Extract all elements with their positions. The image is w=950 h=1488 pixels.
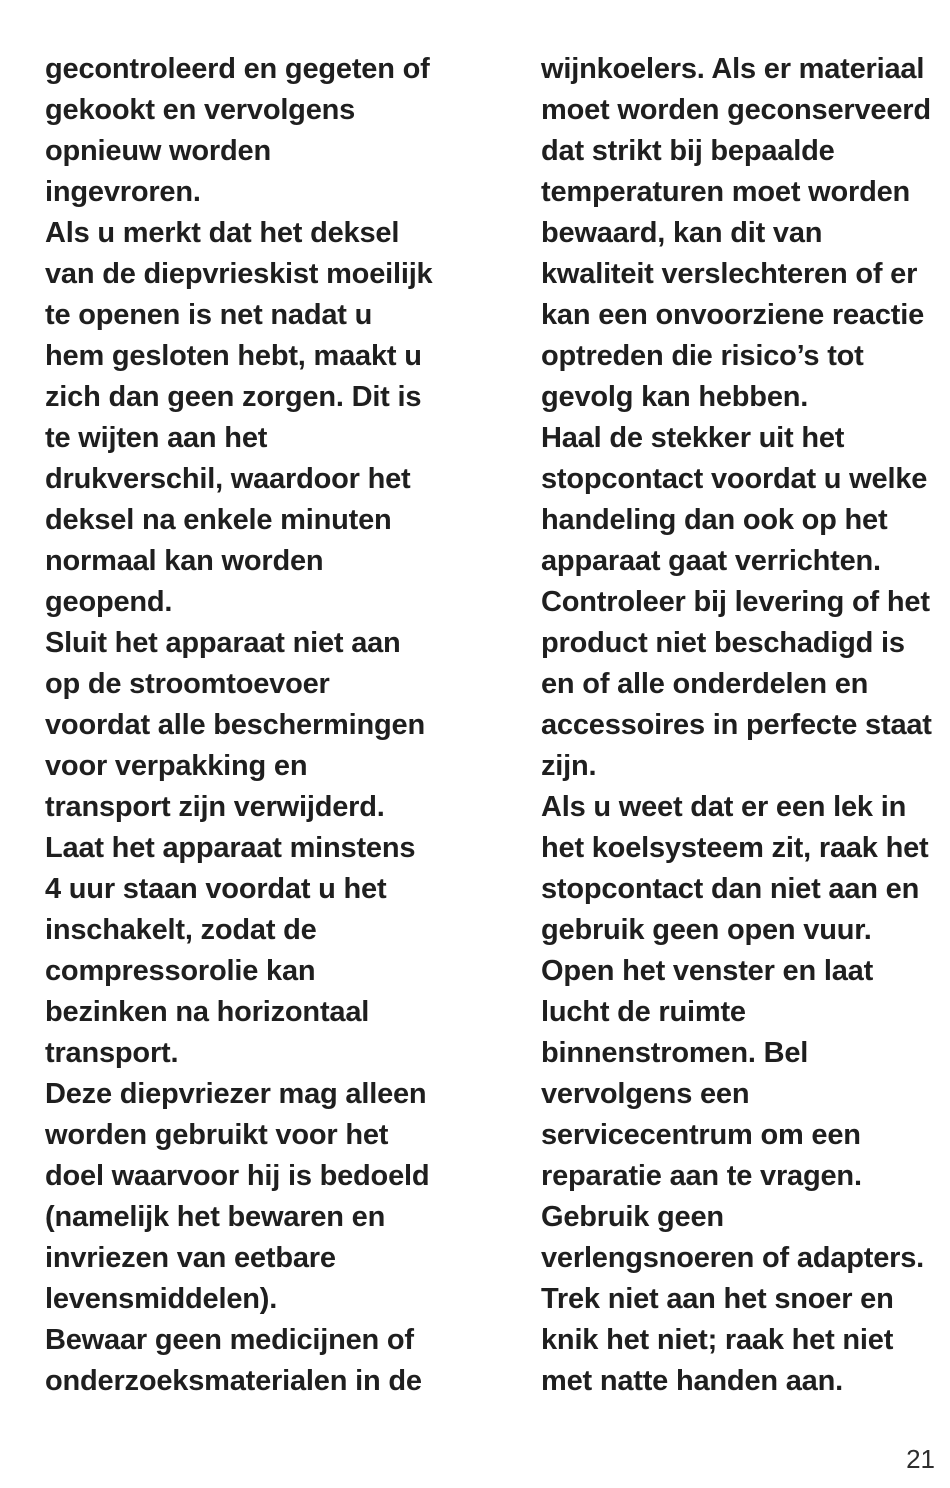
text-line: normaal kan worden [45, 545, 324, 577]
text-line: zich dan geen zorgen. Dit is [45, 381, 422, 413]
text-line: 4 uur staan voordat u het [45, 873, 387, 905]
text-line: Trek niet aan het snoer en [541, 1283, 894, 1315]
text-line: opnieuw worden [45, 135, 271, 167]
text-line: gekookt en vervolgens [45, 94, 356, 126]
text-line: onderzoeksmaterialen in de [45, 1365, 422, 1397]
right-text-column [541, 49, 950, 1402]
text-line: stopcontact voordat u welke [541, 463, 928, 495]
text-line: bezinken na horizontaal [45, 996, 370, 1028]
text-line: handeling dan ook op het [541, 504, 888, 536]
text-line: drukverschil, waardoor het [45, 463, 411, 495]
page-number: 21 [906, 1444, 935, 1474]
text-line: gevolg kan hebben. [541, 381, 809, 413]
left-text-column [45, 49, 475, 1402]
text-line: op de stroomtoevoer [45, 668, 330, 700]
text-line: (namelijk het bewaren en [45, 1201, 386, 1233]
text-line: Als u merkt dat het deksel [45, 217, 400, 249]
text-line: gecontroleerd en gegeten of [45, 53, 430, 85]
text-line: compressorolie kan [45, 955, 316, 987]
text-line: lucht de ruimte [541, 996, 746, 1028]
text-line: kwaliteit verslechteren of er [541, 258, 918, 290]
text-line: Sluit het apparaat niet aan [45, 627, 401, 659]
text-line: accessoires in perfecte staat [541, 709, 932, 741]
text-line: Deze diepvriezer mag alleen [45, 1078, 427, 1110]
text-line: kan een onvoorziene reactie [541, 299, 925, 331]
text-line: het koelsysteem zit, raak het [541, 832, 929, 864]
text-line: servicecentrum om een [541, 1119, 861, 1151]
text-line: Open het venster en laat [541, 955, 874, 987]
text-line: stopcontact dan niet aan en [541, 873, 920, 905]
text-line: apparaat gaat verrichten. [541, 545, 881, 577]
text-line: doel waarvoor hij is bedoeld [45, 1160, 430, 1192]
text-line: voor verpakking en [45, 750, 308, 782]
text-line: Bewaar geen medicijnen of [45, 1324, 414, 1356]
text-line: binnenstromen. Bel [541, 1037, 809, 1069]
text-line: voordat alle beschermingen [45, 709, 425, 741]
text-line: transport zijn verwijderd. [45, 791, 385, 823]
text-line: hem gesloten hebt, maakt u [45, 340, 422, 372]
text-line: wijnkoelers. Als er materiaal [541, 53, 925, 85]
text-line: Als u weet dat er een lek in [541, 791, 907, 823]
text-line: worden gebruikt voor het [45, 1119, 389, 1151]
text-line: verlengsnoeren of adapters. [541, 1242, 924, 1274]
text-line: geopend. [45, 586, 173, 618]
text-line: product niet beschadigd is [541, 627, 905, 659]
text-line: deksel na enkele minuten [45, 504, 392, 536]
text-line: bewaard, kan dit van [541, 217, 823, 249]
text-line: moet worden geconserveerd [541, 94, 931, 126]
text-line: met natte handen aan. [541, 1365, 843, 1397]
text-line: vervolgens een [541, 1078, 750, 1110]
text-line: zijn. [541, 750, 597, 782]
text-line: dat strikt bij bepaalde [541, 135, 835, 167]
text-line: te wijten aan het [45, 422, 268, 454]
text-line: optreden die risico’s tot [541, 340, 864, 372]
text-line: invriezen van eetbare [45, 1242, 336, 1274]
text-line: Laat het apparaat minstens [45, 832, 416, 864]
text-line: van de diepvrieskist moeilijk [45, 258, 433, 290]
text-line: te openen is net nadat u [45, 299, 373, 331]
text-line: transport. [45, 1037, 179, 1069]
text-line: Controleer bij levering of het [541, 586, 930, 618]
text-line: temperaturen moet worden [541, 176, 911, 208]
text-line: en of alle onderdelen en [541, 668, 869, 700]
text-line: knik het niet; raak het niet [541, 1324, 894, 1356]
text-line: inschakelt, zodat de [45, 914, 317, 946]
text-line: gebruik geen open vuur. [541, 914, 872, 946]
text-line: levensmiddelen). [45, 1283, 278, 1315]
text-line: Gebruik geen [541, 1201, 724, 1233]
text-line: Haal de stekker uit het [541, 422, 845, 454]
text-line: ingevroren. [45, 176, 201, 208]
text-line: reparatie aan te vragen. [541, 1160, 862, 1192]
